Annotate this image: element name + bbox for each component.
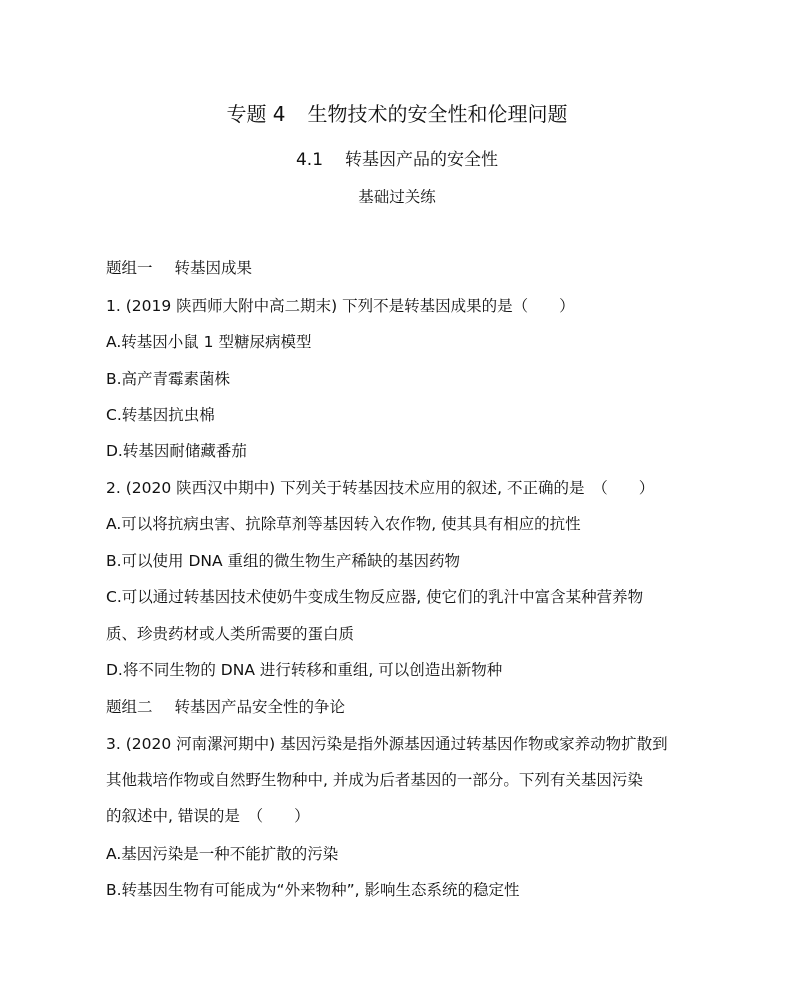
chapter-label: 专题 4 xyxy=(226,102,286,126)
question-option: A.可以将抗病虫害、抗除草剂等基因转入农作物, 使其具有相应的抗性 xyxy=(106,515,581,533)
section-title: 转基因产品的安全性 xyxy=(345,150,499,170)
question-option: B.转基因生物有可能成为“外来物种”, 影响生态系统的稳定性 xyxy=(106,881,520,899)
question-stem-continuation: 其他栽培作物或自然野生物种中, 并成为后者基因的一部分。下列有关基因污染 xyxy=(106,771,643,789)
group-heading xyxy=(106,697,345,717)
group-label: 题组二 xyxy=(106,698,153,716)
section-number: 4.1 xyxy=(295,150,324,170)
group-title: 转基因成果 xyxy=(174,259,253,277)
question-stem: 1. (2019 陕西师大附中高二期末) 下列不是转基因成果的是（ ） xyxy=(106,297,575,315)
question-option: A.基因污染是一种不能扩散的污染 xyxy=(106,845,339,863)
question-option: C.转基因抗虫棉 xyxy=(106,406,215,424)
question-option: C.可以通过转基因技术使奶牛变成生物反应器, 使它们的乳汁中富含某种营养物 xyxy=(106,588,644,606)
question-option: D.将不同生物的 DNA 进行转移和重组, 可以创造出新物种 xyxy=(106,661,503,679)
group-heading xyxy=(106,258,252,278)
question-option: A.转基因小鼠 1 型糖尿病模型 xyxy=(106,333,312,351)
question-stem: 2. (2020 陕西汉中期中) 下列关于转基因技术应用的叙述, 不正确的是 （ ） xyxy=(106,479,655,497)
section-heading xyxy=(0,148,794,172)
question-option: B.高产青霉素菌株 xyxy=(106,370,231,388)
chapter-title: 生物技术的安全性和伦理问题 xyxy=(307,102,568,126)
question-stem-continuation: 的叙述中, 错误的是 （ ） xyxy=(106,807,310,825)
question-stem: 3. (2020 河南漯河期中) 基因污染是指外源基因通过转基因作物或家养动物扩散到 xyxy=(106,735,668,753)
group-label: 题组一 xyxy=(106,259,153,277)
question-option: B.可以使用 DNA 重组的微生物生产稀缺的基因药物 xyxy=(106,552,461,570)
group-title: 转基因产品安全性的争论 xyxy=(174,698,346,716)
practice-label: 基础过关练 xyxy=(358,188,436,206)
chapter-heading xyxy=(0,100,794,128)
question-option-continuation: 质、珍贵药材或人类所需要的蛋白质 xyxy=(106,625,355,643)
question-option: D.转基因耐储藏番茄 xyxy=(106,442,247,460)
